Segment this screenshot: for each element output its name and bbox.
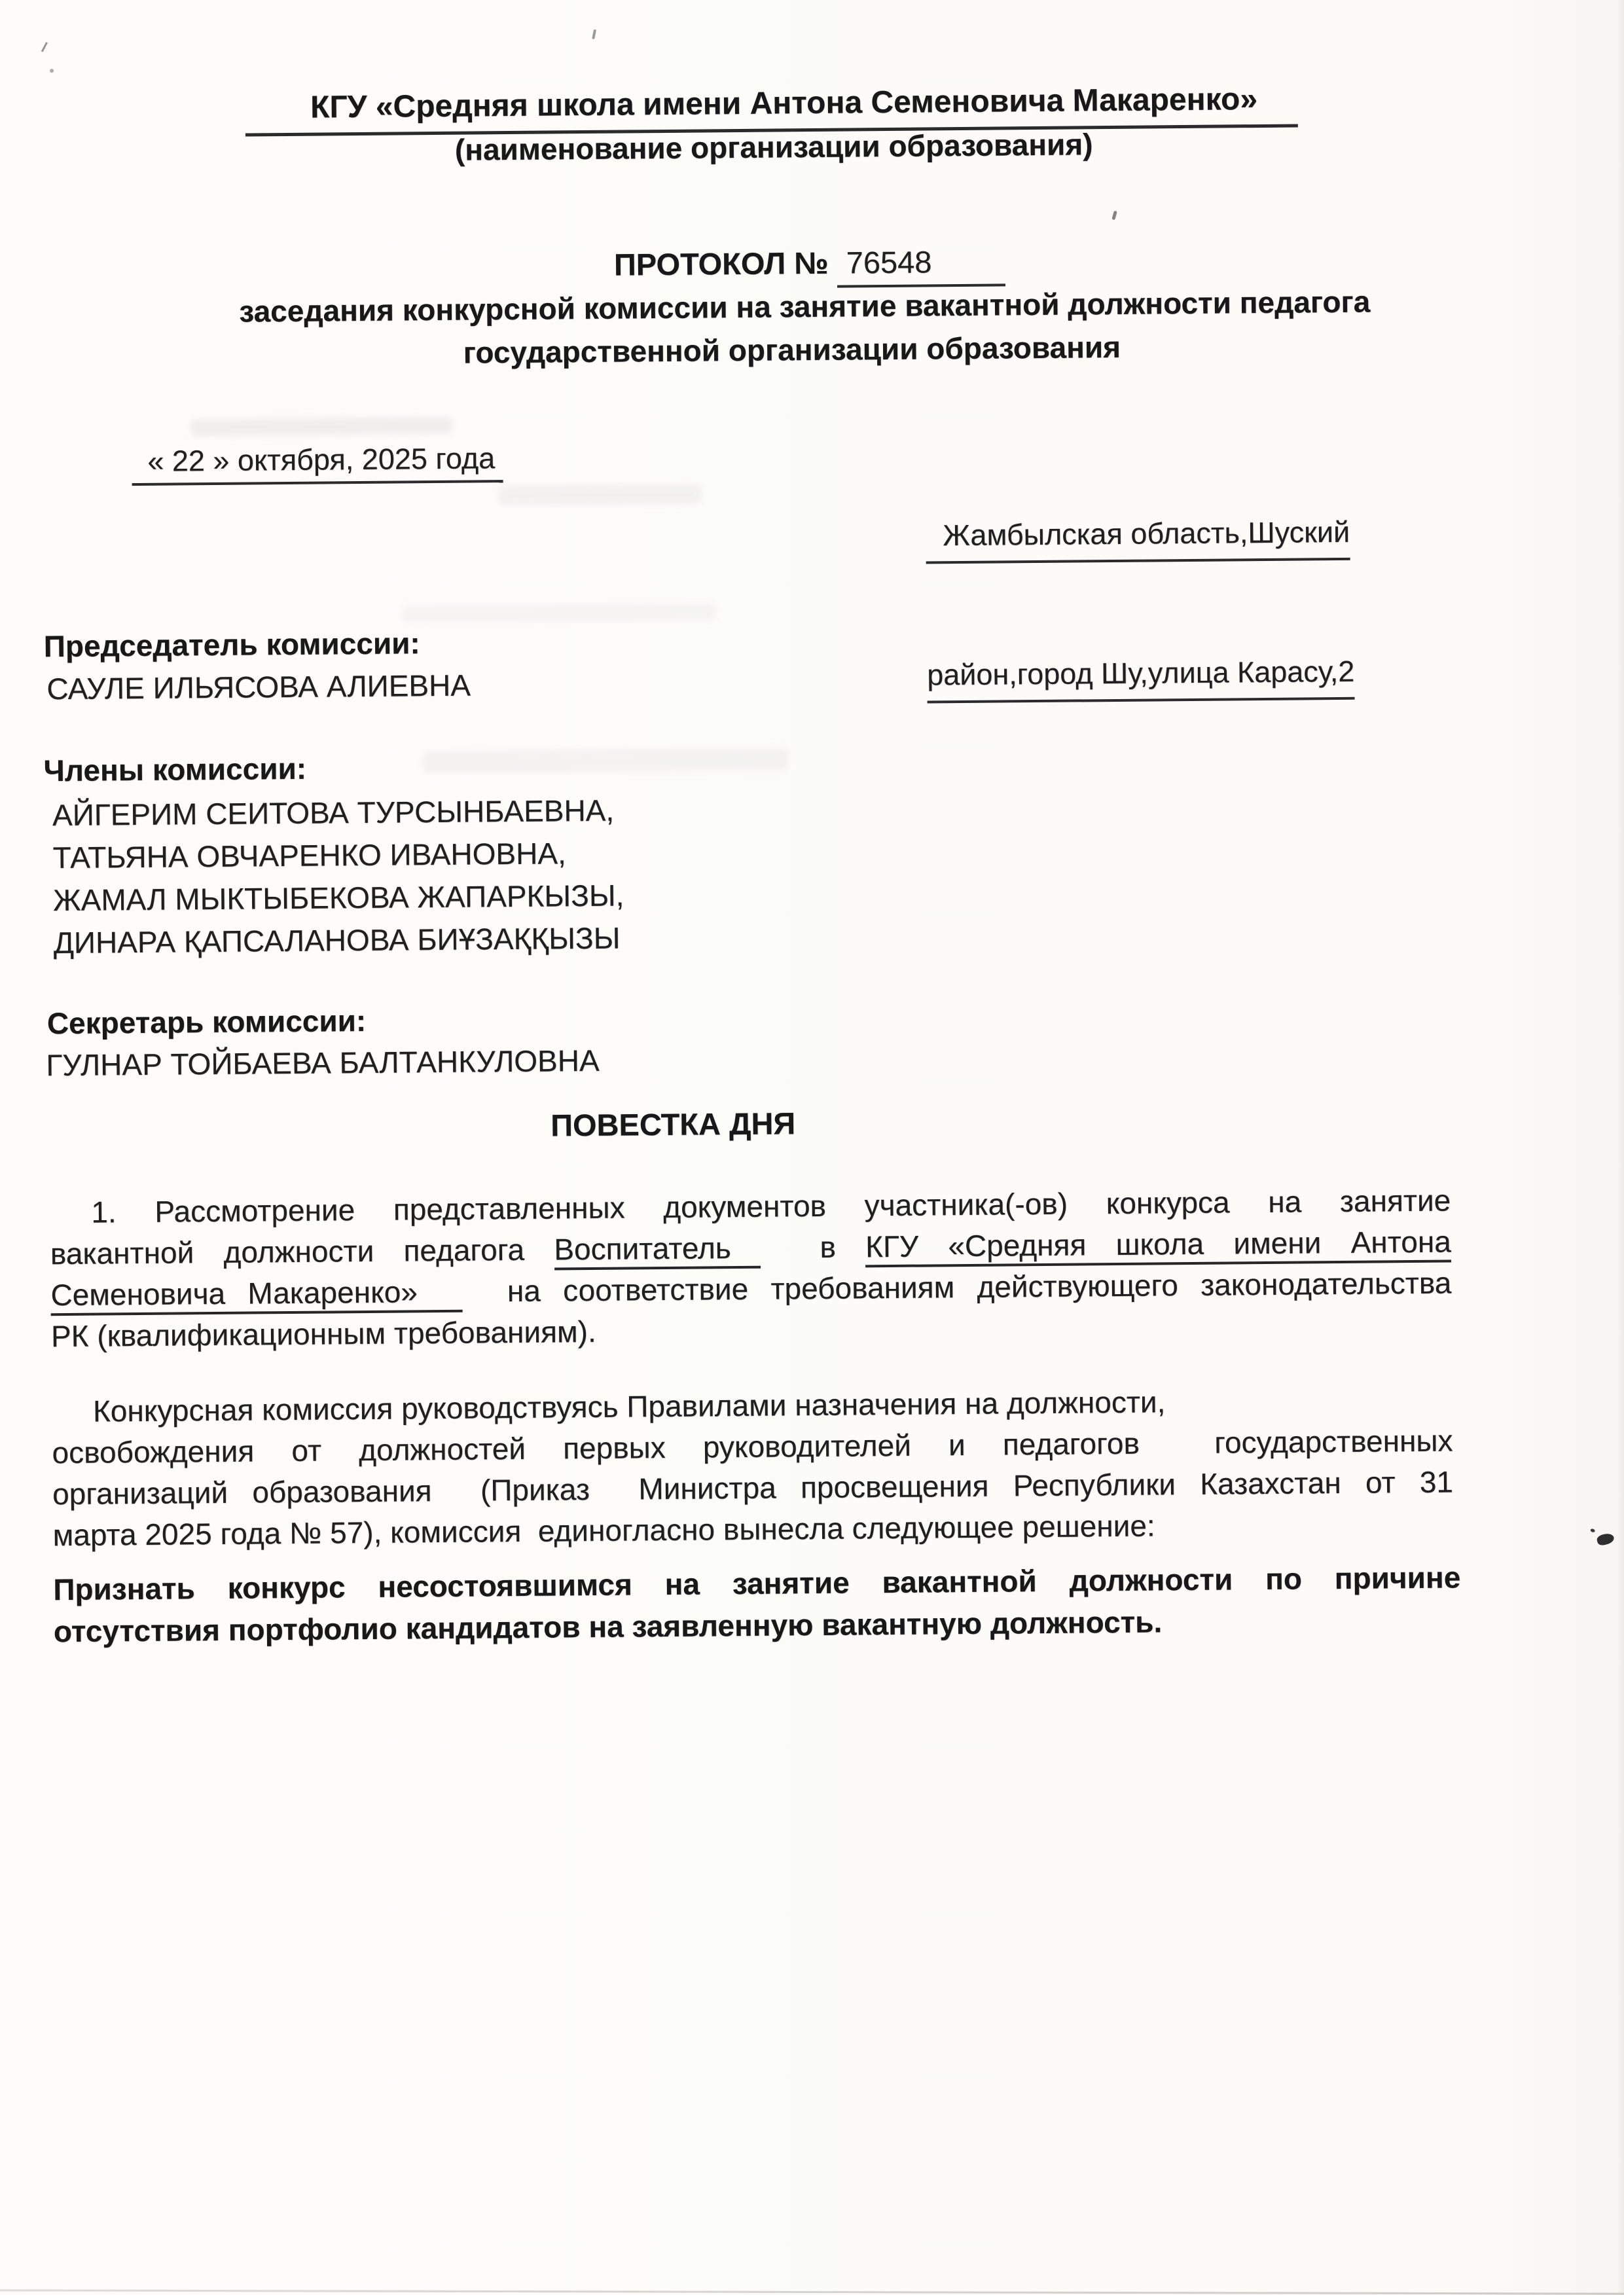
scan-bleedthrough-smudge bbox=[499, 484, 702, 505]
scan-bleedthrough-smudge bbox=[422, 748, 789, 773]
text-segment: 1. Рассмотрение представленных документов участника(-ов) конкурса на занятие bbox=[91, 1183, 1451, 1229]
date-line bbox=[132, 442, 503, 486]
text-segment: в bbox=[760, 1229, 866, 1265]
text-segment: освобождения от должностей первых руководителей и педагогов государственных bbox=[52, 1423, 1453, 1470]
members-list bbox=[52, 789, 624, 965]
text-segment: АЙГЕРИМ СЕИТОВА ТУРСЫНБАЕВНА, bbox=[52, 793, 615, 833]
text-line bbox=[53, 875, 624, 922]
resolution-paragraph bbox=[53, 1556, 1461, 1652]
text-segment: ЖАМАЛ МЫКТЫБЕКОВА ЖАПАРКЫЗЫ, bbox=[52, 878, 624, 918]
underlined-text: КГУ «Средняя школа имени Антона bbox=[865, 1225, 1451, 1268]
scan-artifact-top-tick bbox=[592, 29, 596, 39]
text-segment: вакантной должности педагога bbox=[50, 1232, 554, 1271]
scan-artifact-corner-mark bbox=[41, 42, 54, 55]
address-line-2 bbox=[927, 649, 1438, 704]
protocol-label: ПРОТОКОЛ № bbox=[613, 245, 837, 282]
address-block bbox=[925, 420, 1439, 793]
underlined-text: Семеновича Макаренко» bbox=[50, 1274, 462, 1316]
address-value-2: район,город Шу,улица Карасу,2 bbox=[927, 649, 1355, 704]
secretary-name: ГУЛНАР ТОЙБАЕВА БАЛТАНКУЛОВНА bbox=[46, 1043, 600, 1083]
scan-artifact-ink-blob bbox=[1596, 1532, 1615, 1546]
text-segment: Конкурсная комиссия руководствуясь Правилами назначения на должности, bbox=[92, 1384, 1166, 1428]
protocol-subtitle-line1: заседания конкурсной комиссии на занятие вакантной должности педагога bbox=[239, 284, 1371, 329]
organization-name: КГУ «Средняя школа имени Антона Семеновича Макаренко» bbox=[245, 82, 1298, 137]
text-line bbox=[52, 832, 624, 880]
address-value-1: Жамбылская область,Шуский bbox=[926, 510, 1350, 564]
secretary-label: Секретарь комиссии: bbox=[46, 1003, 367, 1041]
protocol-number: 76548 bbox=[837, 244, 1005, 287]
text-segment: ДИНАРА ҚАПСАЛАНОВА БИҰЗАҚҚЫЗЫ bbox=[53, 920, 621, 960]
members-label: Члены комиссии: bbox=[43, 751, 307, 788]
agenda-item-2 bbox=[52, 1379, 1454, 1557]
scan-bleedthrough-smudge bbox=[401, 603, 715, 623]
text-segment: отсутствия портфолио кандидатов на заявленную вакантную должность. bbox=[53, 1604, 1163, 1649]
protocol-subtitle-line2: государственной организации образования bbox=[463, 329, 1121, 370]
text-line bbox=[52, 789, 624, 837]
date-value: « 22 » октября, 2025 года bbox=[132, 442, 503, 486]
scan-bleedthrough-smudge bbox=[190, 417, 452, 436]
text-segment: на соответствие требованиям действующего законодательства bbox=[462, 1265, 1452, 1309]
chairman-name: САУЛЕ ИЛЬЯСОВА АЛИЕВНА bbox=[46, 668, 471, 706]
text-segment: организаций образования (Приказ Министра просвещения Республики Казахстан от 31 bbox=[52, 1464, 1454, 1511]
agenda-item-1 bbox=[50, 1180, 1452, 1358]
scan-artifact-ink-dot bbox=[1590, 1528, 1595, 1533]
scan-artifact-mid-tick bbox=[1111, 211, 1117, 221]
text-segment: ТАТЬЯНА ОВЧАРЕНКО ИВАНОВНА, bbox=[52, 836, 566, 875]
scan-artifact-corner-dot bbox=[50, 69, 54, 73]
text-segment: РК (квалификационным требованиям). bbox=[50, 1314, 596, 1354]
chairman-label: Председатель комиссии: bbox=[43, 626, 420, 664]
underlined-text: Воспитатель bbox=[554, 1231, 761, 1271]
organization-caption: (наименование организации образования) bbox=[454, 127, 1093, 167]
address-line-1 bbox=[926, 509, 1437, 564]
text-line bbox=[53, 917, 624, 965]
text-segment: марта 2025 года № 57), комиссия единогласно вынесла следующее решение: bbox=[52, 1508, 1155, 1553]
agenda-title: ПОВЕСТКА ДНЯ bbox=[550, 1106, 796, 1143]
text-segment: Признать конкурс несостоявшимся на занятие вакантной должности по причине bbox=[53, 1560, 1461, 1607]
